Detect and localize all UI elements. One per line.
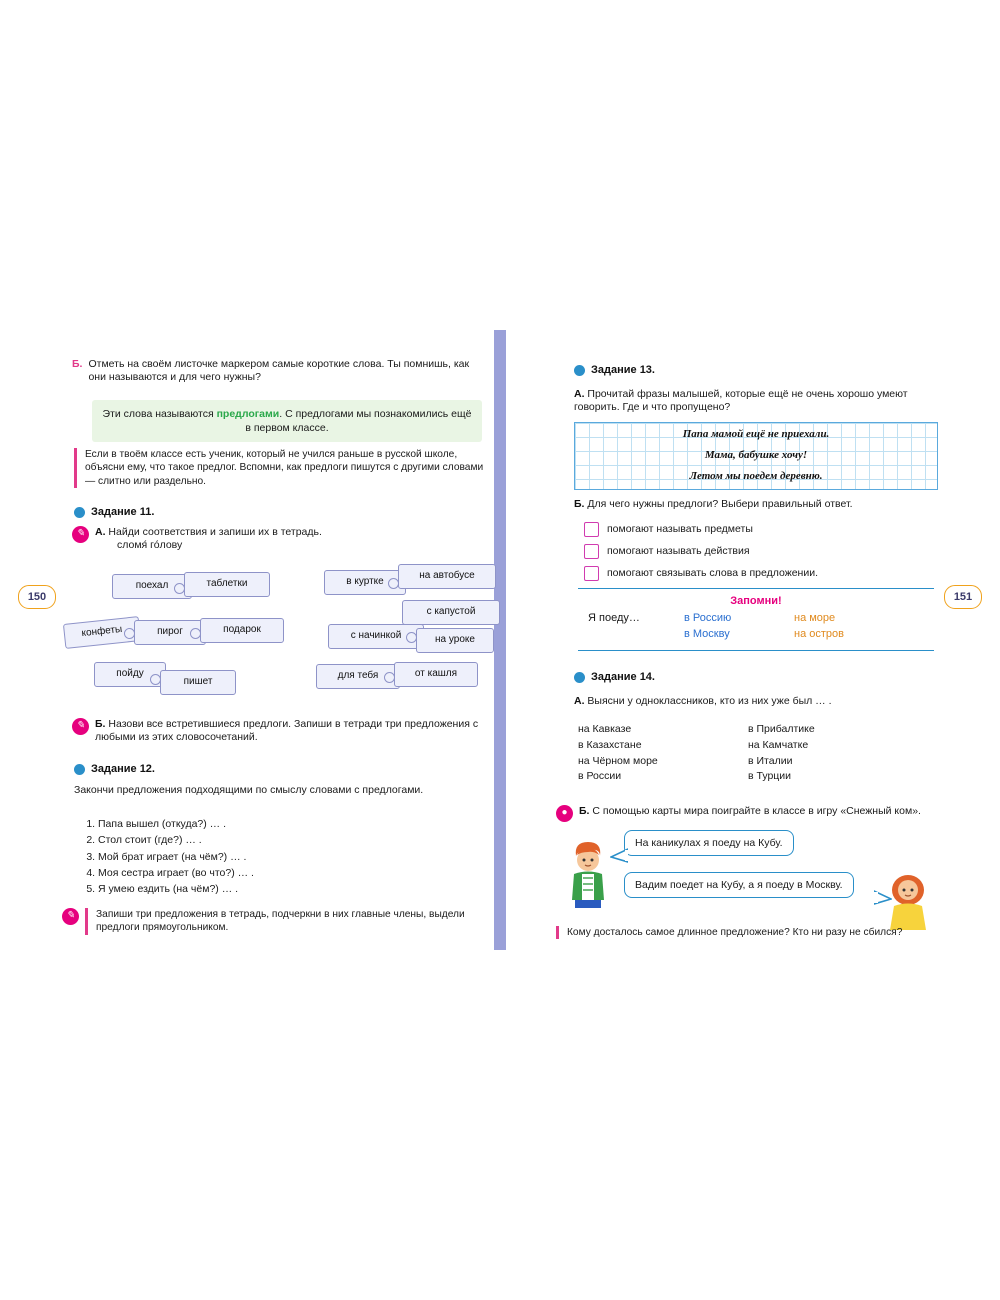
task-13-b-text: Для чего нужны предлоги? Выбери правильный ответ. xyxy=(587,498,853,510)
phrase-line: Летом мы поедем деревню. xyxy=(689,470,823,483)
label-b: Б. xyxy=(72,358,83,370)
heading-task-13 xyxy=(574,363,655,377)
puzzle-piece[interactable]: таблетки xyxy=(184,572,270,597)
option-label: помогают называть действия xyxy=(607,544,750,557)
place-item: на Камчатке xyxy=(748,738,809,751)
puzzle-piece[interactable]: от кашля xyxy=(394,662,478,687)
task-11-a-text: Найди соответствия и запиши их в тетрадь. xyxy=(108,526,322,538)
page-gutter xyxy=(494,330,506,950)
task-14-b xyxy=(556,805,956,822)
bubble-2-text: Вадим поедет на Кубу, а я поеду в Москву. xyxy=(635,879,843,891)
list-item: 5. Я умею ездить (на чём?) … . xyxy=(98,881,488,897)
remember-item: в Россию xyxy=(684,612,732,625)
task-14-a xyxy=(574,695,944,708)
list-item: 2. Стол стоит (где?) … . xyxy=(98,832,488,848)
page-number-left: 150 xyxy=(18,585,56,609)
note-explain-preposition: Если в твоём классе есть ученик, который не учился раньше в русской школе, объясни ему, что такое предлог. Вспомни, как предлоги пишутся с другими словами — слитно или раздельно. xyxy=(74,448,485,488)
info-box-highlight: предлогами xyxy=(216,408,280,420)
task-11-a xyxy=(72,526,482,553)
label-b: Б. xyxy=(574,498,585,510)
option-row[interactable] xyxy=(584,522,944,537)
puzzle-piece[interactable]: подарок xyxy=(200,618,284,643)
task-14-a-text: Выясни у одноклассников, кто из них уже был … . xyxy=(587,695,832,707)
pencil-icon: ✎ xyxy=(72,526,89,543)
place-item: на Чёрном море xyxy=(578,754,658,767)
info-box-before: Эти слова называются xyxy=(102,408,217,420)
task-12-footer-text: Запиши три предложения в тетрадь, подчеркни в них главные члены, выдели предлоги прямоугольником. xyxy=(85,908,482,935)
puzzle-piece[interactable]: в куртке xyxy=(324,570,406,595)
place-item: в Турции xyxy=(748,770,792,783)
puzzle-piece[interactable]: конфеты xyxy=(63,616,141,649)
task-12-list xyxy=(78,816,488,897)
heading-task-14 xyxy=(574,670,655,684)
task-13-title: Задание 13. xyxy=(591,364,655,376)
task-13-b xyxy=(574,498,944,511)
phrase-line: Папа мамой ещё не приехали. xyxy=(682,428,830,440)
puzzle-piece[interactable]: поехал xyxy=(112,574,192,599)
option-row[interactable] xyxy=(584,544,944,559)
remember-item: в Москву xyxy=(684,628,730,641)
list-item: 3. Мой брат играет (на чём?) … . xyxy=(98,849,488,865)
place-item: в России xyxy=(578,770,622,783)
task-14-b-text: С помощью карты мира поиграйте в классе в игру «Снежный ком». xyxy=(592,805,921,817)
puzzle-piece[interactable]: на уроке xyxy=(416,628,494,653)
bullet-icon xyxy=(74,507,85,518)
heading-task-11 xyxy=(74,505,154,519)
speech-bubble-1 xyxy=(624,830,794,856)
task-14-places xyxy=(578,722,918,785)
puzzle-piece[interactable]: пойду xyxy=(94,662,166,687)
task-12-footer xyxy=(62,908,482,935)
info-box-after: . С предлогами мы познакомились ещё в первом классе. xyxy=(245,408,472,435)
label-b: Б. xyxy=(579,805,590,817)
pencil-icon: ✎ xyxy=(62,908,79,925)
page-left xyxy=(34,330,494,950)
page-number-right: 151 xyxy=(944,585,982,609)
place-item: в Прибалтике xyxy=(748,723,815,735)
puzzle-area xyxy=(54,562,484,722)
puzzle-piece[interactable]: с капустой xyxy=(402,600,500,625)
bullet-icon xyxy=(74,764,85,775)
puzzle-piece[interactable]: для тебя xyxy=(316,664,400,689)
task-14-title: Задание 14. xyxy=(591,671,655,683)
remember-item: на море xyxy=(794,612,836,625)
page-right xyxy=(506,330,966,950)
option-row[interactable] xyxy=(584,566,944,581)
label-a: А. xyxy=(574,388,585,400)
pencil-icon: ✎ xyxy=(72,718,89,735)
group-activity-icon: ● xyxy=(556,805,573,822)
remember-lead: Я поеду… xyxy=(588,612,640,625)
place-item: в Казахстане xyxy=(578,738,642,751)
b-intro-text: Отметь на своём листочке маркером самые короткие слова. Ты помнишь, как они называются и для чего нужны? xyxy=(88,358,470,384)
task-13-options xyxy=(584,522,944,588)
grid-paper-phrases xyxy=(574,422,938,490)
puzzle-piece[interactable]: пишет xyxy=(160,670,236,695)
phrase-line: Мама, бабушке хочу! xyxy=(704,449,808,462)
speech-bubble-2 xyxy=(624,872,854,898)
checkbox-icon[interactable] xyxy=(584,566,599,581)
remember-box xyxy=(578,588,934,651)
place-item: на Кавказе xyxy=(578,723,632,735)
option-label: помогают называть предметы xyxy=(607,522,753,535)
paragraph-b-intro xyxy=(72,358,482,385)
task-13-a xyxy=(574,388,944,415)
list-item: 4. Моя сестра играет (во что?) … . xyxy=(98,865,488,881)
checkbox-icon[interactable] xyxy=(584,544,599,559)
label-a: А. xyxy=(574,695,585,707)
bullet-icon xyxy=(574,672,585,683)
boy-illustration xyxy=(566,838,610,910)
checkbox-icon[interactable] xyxy=(584,522,599,537)
list-item: 1. Папа вышел (откуда?) … . xyxy=(98,816,488,832)
label-b: Б. xyxy=(95,718,106,730)
girl-illustration xyxy=(884,870,932,932)
heading-task-12 xyxy=(74,762,155,776)
bubble-1-text: На каникулах я поеду на Кубу. xyxy=(635,837,783,849)
puzzle-piece[interactable]: с начинкой xyxy=(328,624,424,649)
info-box-prepositions xyxy=(92,400,482,442)
task-13-a-text: Прочитай фразы малышей, которые ещё не очень хорошо умеют говорить. Где и что пропущено? xyxy=(574,388,908,414)
place-item: в Италии xyxy=(748,754,793,767)
task-11-b-text: Назови все встретившиеся предлоги. Запиши в тетради три предложения с любыми из этих словосочетаний. xyxy=(95,718,479,744)
task-12-intro: Закончи предложения подходящими по смыслу словами с предлогами. xyxy=(74,784,424,796)
puzzle-piece[interactable]: пирог xyxy=(134,620,206,645)
task-11-subtitle: сломя́ го́лову xyxy=(117,539,183,552)
remember-item: на остров xyxy=(794,628,844,641)
puzzle-piece[interactable]: на автобусе xyxy=(398,564,496,589)
task-11-b xyxy=(72,718,482,745)
label-a: А. xyxy=(95,526,106,538)
task-11-title: Задание 11. xyxy=(91,506,155,518)
remember-title: Запомни! xyxy=(730,595,782,607)
task-12-title: Задание 12. xyxy=(91,763,155,775)
task-14-footer: Кому досталось самое длинное предложение? Кто ни разу не сбился? xyxy=(556,926,957,939)
bubble-tail-icon xyxy=(610,848,628,864)
option-label: помогают связывать слова в предложении. xyxy=(607,566,818,579)
bullet-icon xyxy=(574,365,585,376)
